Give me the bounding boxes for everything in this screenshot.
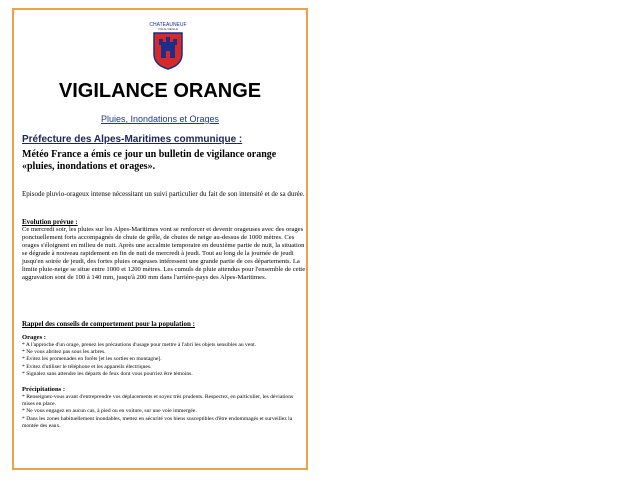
bulletin-title: VIGILANCE ORANGE bbox=[58, 80, 262, 102]
crest-town-subname: VILLE-VIEILLE bbox=[157, 27, 179, 31]
precipitation-list bbox=[22, 394, 306, 430]
advice-heading: Rappel des conseils de comportement pour la population : bbox=[22, 320, 195, 328]
list-item: * Signalez sans attendre les départs de feux dont vous pourriez être témoins. bbox=[22, 370, 193, 377]
bulletin-document bbox=[12, 8, 308, 470]
list-item: * Ne vous abritez pas sous les arbres. bbox=[22, 349, 106, 356]
list-item: * Dans les zones habituellement inondables, mettez en sécurité vos biens susceptibles d'être endommagés et surveillez la montée des eaux. bbox=[22, 415, 293, 429]
prefecture-heading-text: Préfecture des Alpes-Maritimes communique bbox=[22, 134, 237, 145]
castle-shield-icon bbox=[153, 32, 183, 70]
bulletin-subtitle: Pluies, Inondations et Orages bbox=[100, 114, 220, 124]
town-crest bbox=[149, 22, 187, 72]
intro-paragraph: Episode pluvio-orageux intense nécessitant un suivi particulier du fait de son intensité et de sa durée. bbox=[22, 190, 305, 198]
prefecture-heading-colon: : bbox=[236, 134, 243, 145]
evolution-paragraph: Ce mercredi soir, les pluies sur les Alpes-Maritimes vont se renforcer et devenir orageuses avec des orages ponctuellement forts accompagnés de chute de grêle, de chutes de neige au-dessus de 1000 mètres. Ces orages s'éloignent en milieu de nuit. Après une accalmie temporaire en deuxième partie de nuit, la situation se dégrade à nouveau rapidement en fin de nuit de mercredi à jeudi. Tout au long de la journée de jeudi jusqu'en soirée de jeudi, des fortes pluies orageuses intéressent une grande partie de ces départements. La limite pluie-neige se situe entre 1000 et 1200 mètres. Les cumuls de pluie attendus pour l'ensemble de cette aggravation sont de 100 à 140 mm, jusqu'à 200 mm dans l'arrière-pays des Alpes-Maritimes. bbox=[22, 226, 306, 281]
evolution-heading-text: Evolution prévue bbox=[22, 218, 74, 226]
lead-statement: Météo France a émis ce jour un bulletin de vigilance orange «pluies, inondations et orages». bbox=[22, 149, 277, 172]
list-item: * Evitez les promenades en forêts [et les sorties en montagne]. bbox=[22, 356, 162, 363]
storms-heading: Orages : bbox=[22, 334, 46, 341]
list-item: * Ne vous engagez en aucun cas, à pied ou en voiture, sur une voie immergée. bbox=[22, 408, 197, 415]
storms-list bbox=[22, 342, 306, 378]
evolution-heading-colon: : bbox=[73, 218, 78, 226]
crest-town-name: CHATEAUNEUF bbox=[149, 22, 187, 28]
precipitation-heading: Précipitations : bbox=[22, 386, 66, 393]
prefecture-heading bbox=[22, 134, 242, 145]
list-item: * A l'approche d'un orage, prenez les précautions d'usage pour mettre à l'abri les objets sensibles au vent. bbox=[22, 342, 257, 348]
evolution-heading bbox=[22, 218, 78, 226]
list-item: * Evitez d'utiliser le téléphone et les appareils électriques. bbox=[22, 363, 152, 370]
list-item: * Renseignez-vous avant d'entreprendre vos déplacements et soyez très prudents. Respectez, en particulier, les déviations mises en place. bbox=[22, 394, 294, 408]
